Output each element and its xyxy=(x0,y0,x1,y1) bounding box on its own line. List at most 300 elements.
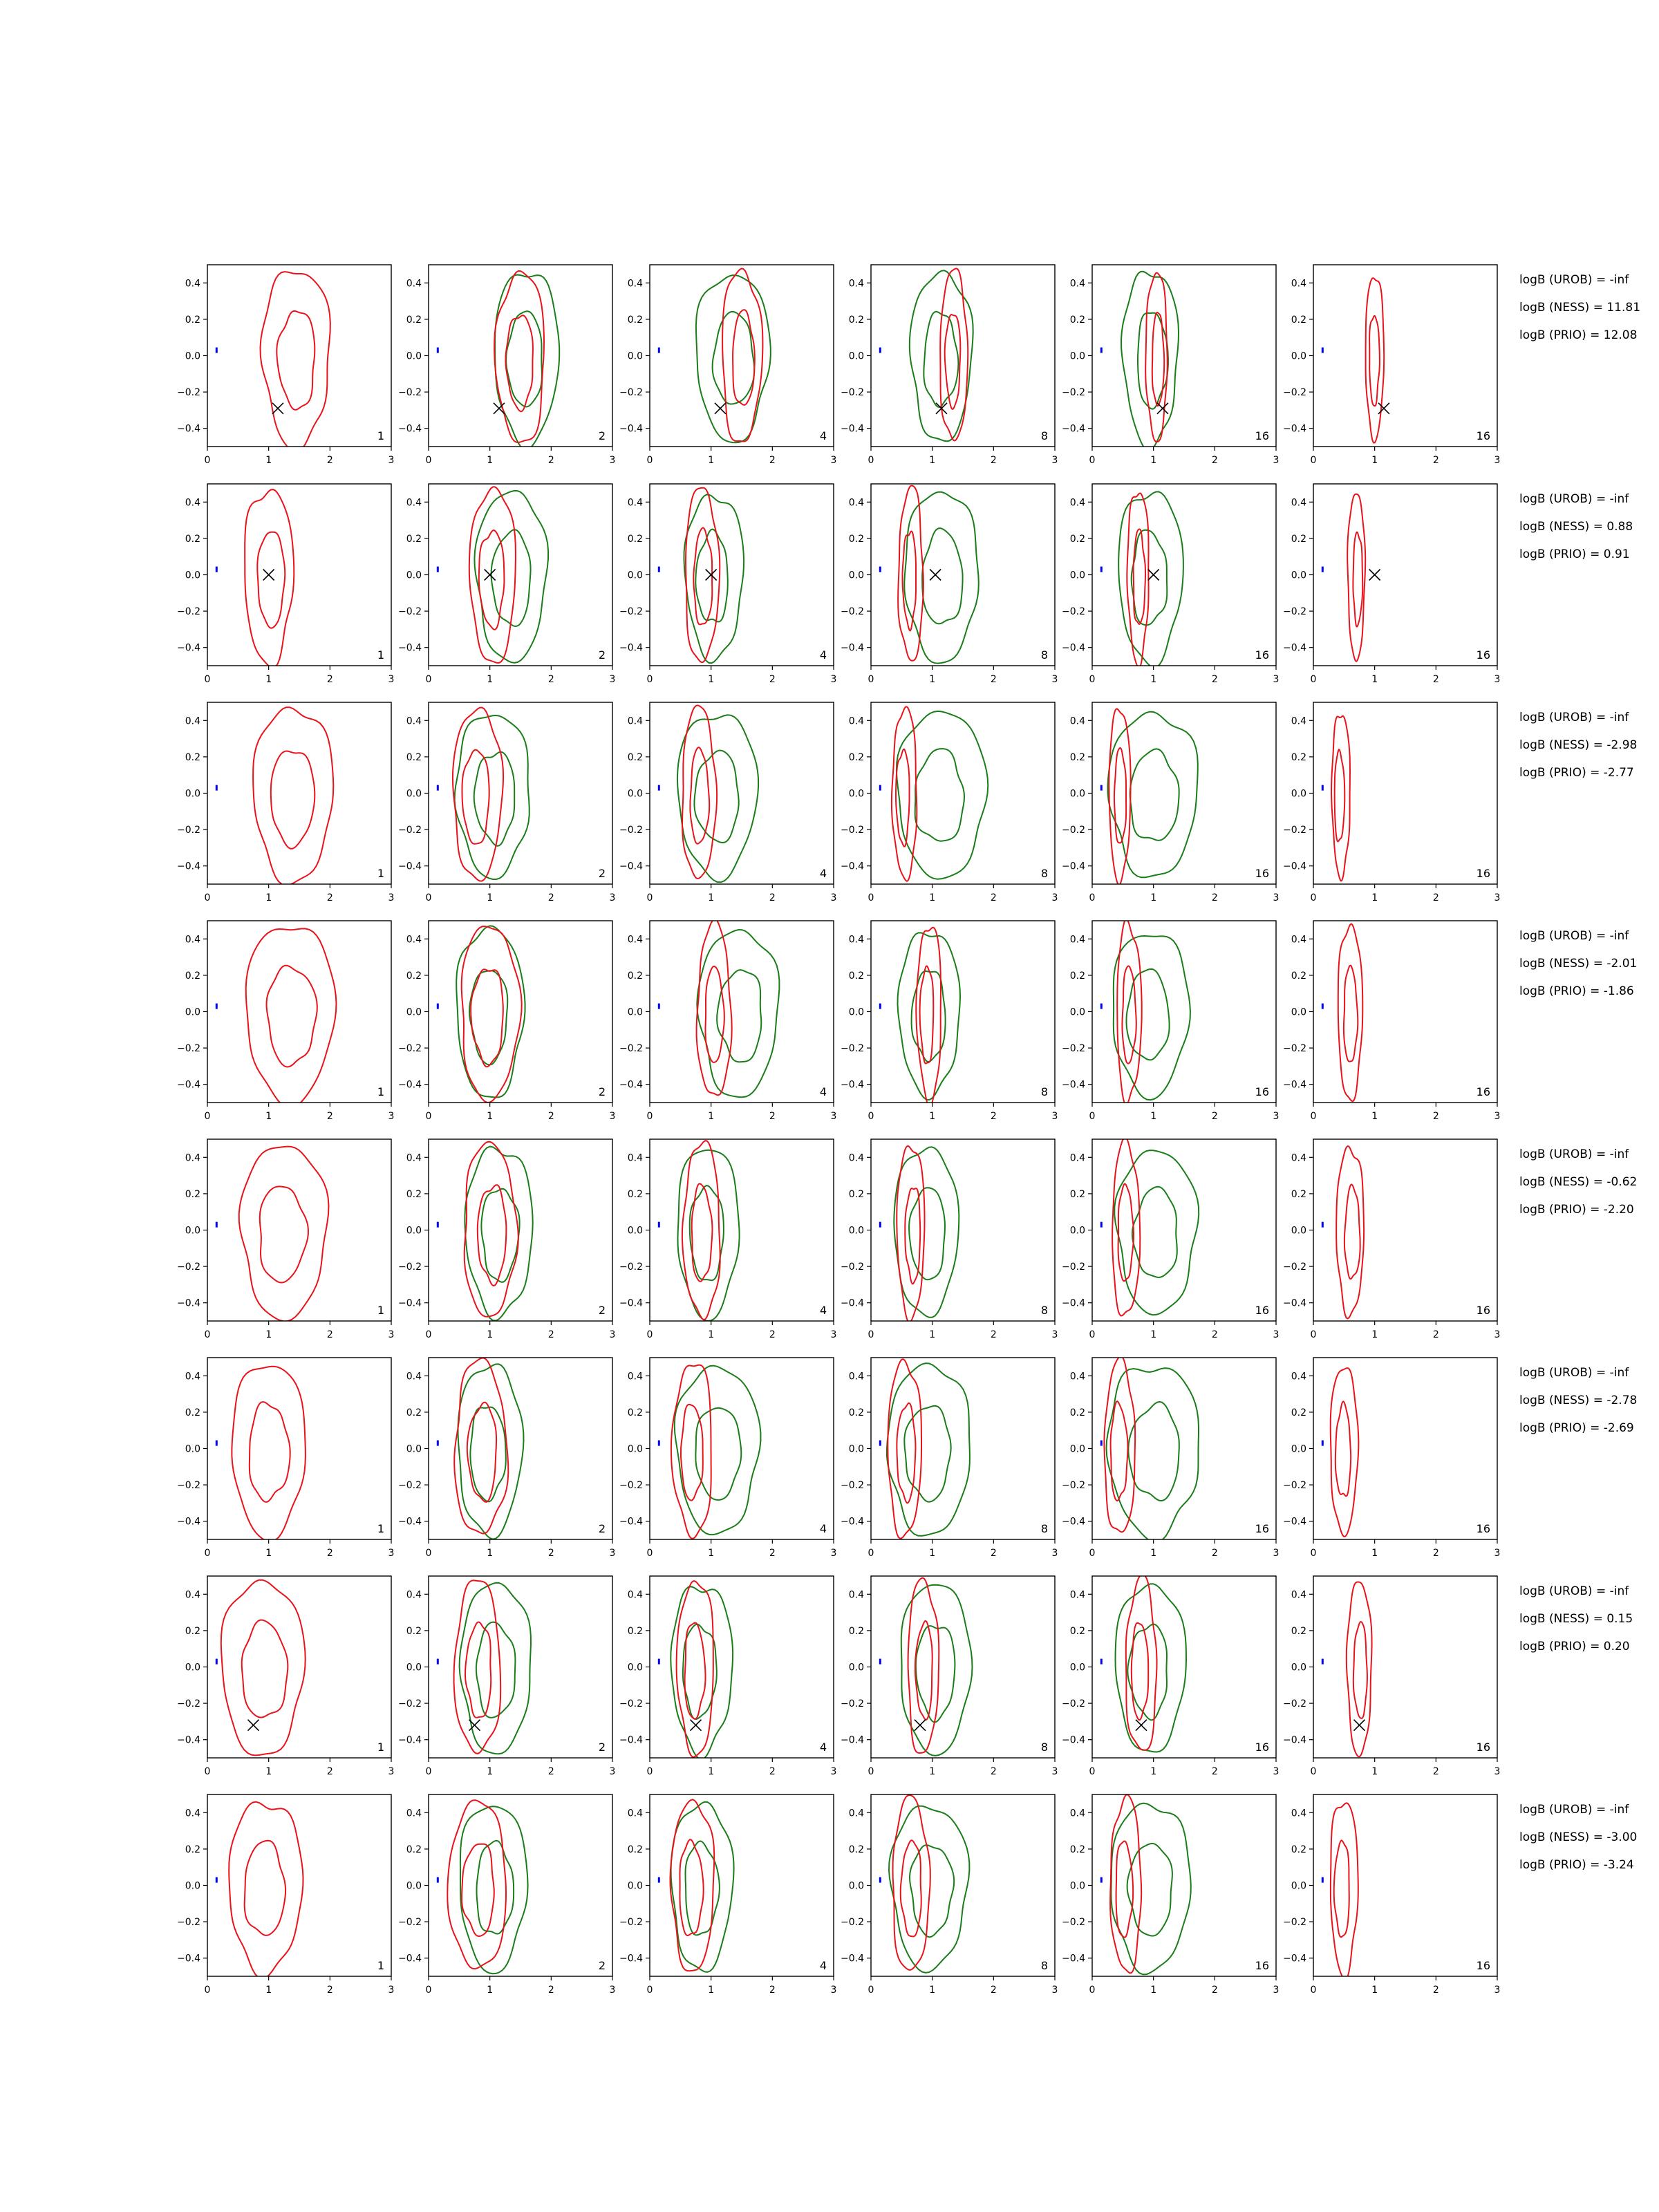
x-tick-label: 3 xyxy=(388,1111,395,1122)
panel-contours xyxy=(1101,272,1179,451)
y-tick-label: 0.4 xyxy=(627,934,643,946)
x-tick-label: 0 xyxy=(425,1329,432,1340)
y-tick-label: 0.2 xyxy=(185,751,200,763)
red-contour-inner xyxy=(271,751,315,849)
x-tick-label: 2 xyxy=(326,1985,333,1996)
panel-r0-c1 xyxy=(398,265,615,466)
x-tick-label: 2 xyxy=(1211,1766,1218,1777)
panel-frame xyxy=(429,1576,612,1758)
y-tick-label: 0.4 xyxy=(848,497,864,509)
y-tick-label: −0.2 xyxy=(1283,1480,1306,1492)
panel-corner-label: 16 xyxy=(1255,1522,1269,1535)
x-tick-label: 3 xyxy=(609,1329,616,1340)
green-contour-outer xyxy=(1114,936,1190,1100)
panel-r6-c4 xyxy=(1062,1575,1279,1777)
panel-frame xyxy=(1313,484,1497,666)
panel-contours xyxy=(659,1799,733,1972)
y-tick-label: 0.2 xyxy=(848,1844,864,1855)
panel-r4-c2 xyxy=(619,1139,836,1340)
panel-contours xyxy=(216,707,333,885)
y-tick-label: −0.4 xyxy=(1283,1297,1306,1309)
panel-frame xyxy=(1092,1576,1276,1758)
green-contour-outer xyxy=(897,711,988,879)
x-tick-label: 0 xyxy=(868,1985,874,1996)
y-tick-label: −0.4 xyxy=(1062,1516,1085,1528)
y-tick-label: 0.4 xyxy=(406,497,422,509)
panel-contours xyxy=(880,268,973,441)
x-tick-label: 1 xyxy=(265,455,272,466)
x-tick-label: 2 xyxy=(1211,1111,1218,1122)
x-tick-label: 1 xyxy=(1371,1329,1378,1340)
panel-contours xyxy=(438,1358,523,1539)
panel-frame xyxy=(1092,484,1276,666)
y-tick-label: 0.0 xyxy=(848,1006,864,1018)
panel-contours xyxy=(1101,1794,1191,1974)
y-tick-label: −0.4 xyxy=(841,642,864,654)
x-tick-label: 3 xyxy=(609,1111,616,1122)
panel-contours xyxy=(1322,278,1389,443)
x-tick-label: 1 xyxy=(1150,1766,1157,1777)
red-contour-outer xyxy=(1366,278,1385,443)
y-tick-label: 0.0 xyxy=(406,1443,422,1455)
y-tick-label: 0.0 xyxy=(1069,1006,1085,1018)
y-tick-label: 0.4 xyxy=(1291,1152,1306,1164)
y-tick-label: −0.2 xyxy=(841,1043,864,1055)
panel-contours xyxy=(216,928,336,1108)
red-contour-inner xyxy=(1116,1841,1134,1937)
x-tick-label: 3 xyxy=(830,1548,837,1559)
y-tick-label: −0.2 xyxy=(841,1917,864,1929)
x-tick-label: 2 xyxy=(547,1985,554,1996)
y-tick-label: −0.4 xyxy=(177,1516,200,1528)
y-tick-label: 0.2 xyxy=(1069,970,1085,982)
x-tick-label: 1 xyxy=(708,1111,715,1122)
panel-corner-label: 16 xyxy=(1255,1741,1269,1754)
red-contour-inner xyxy=(915,1621,932,1720)
x-tick-label: 3 xyxy=(609,674,616,685)
green-contour-inner xyxy=(1130,749,1179,840)
panel-r5-c2 xyxy=(619,1358,836,1559)
panel-frame xyxy=(650,265,834,447)
y-tick-label: 0.2 xyxy=(406,1844,422,1855)
y-tick-label: 0.4 xyxy=(185,1371,200,1382)
x-tick-label: 3 xyxy=(388,892,395,903)
y-tick-label: −0.2 xyxy=(841,1262,864,1273)
x-tick-label: 0 xyxy=(425,674,432,685)
panel-r2-c1 xyxy=(398,702,615,903)
y-tick-label: −0.2 xyxy=(841,606,864,618)
x-tick-label: 3 xyxy=(388,1548,395,1559)
red-contour-inner xyxy=(1335,749,1345,841)
y-tick-label: 0.0 xyxy=(185,570,200,581)
truth-marker xyxy=(715,403,726,414)
x-tick-label: 0 xyxy=(1310,1548,1317,1559)
x-tick-label: 1 xyxy=(929,1985,936,1996)
panel-frame xyxy=(650,921,834,1103)
y-tick-label: −0.4 xyxy=(177,1297,200,1309)
red-contour-outer xyxy=(253,707,333,885)
y-tick-label: 0.2 xyxy=(848,1625,864,1637)
y-tick-label: 0.4 xyxy=(1069,1589,1085,1601)
y-tick-label: −0.4 xyxy=(1062,1297,1085,1309)
red-contour-outer xyxy=(245,489,294,668)
panel-r2-c5 xyxy=(1283,702,1500,903)
panel-frame xyxy=(1092,1139,1276,1321)
x-tick-label: 2 xyxy=(990,1766,997,1777)
panel-contours xyxy=(438,708,529,881)
red-contour-inner xyxy=(897,1403,915,1503)
y-tick-label: 0.0 xyxy=(406,788,422,800)
panel-frame xyxy=(1313,1794,1497,1976)
y-tick-label: −0.4 xyxy=(398,1297,422,1309)
x-tick-label: 1 xyxy=(265,1329,272,1340)
panel-r6-c1 xyxy=(398,1576,615,1777)
y-tick-label: −0.2 xyxy=(177,1917,200,1929)
y-tick-label: 0.4 xyxy=(1069,497,1085,509)
x-tick-label: 2 xyxy=(326,455,333,466)
green-contour-outer xyxy=(898,932,961,1100)
logb-annotation: logB (NESS) = -2.78 xyxy=(1519,1394,1638,1407)
green-contour-inner xyxy=(1127,1844,1172,1936)
y-tick-label: 0.2 xyxy=(627,1625,643,1637)
x-tick-label: 1 xyxy=(487,1766,494,1777)
y-tick-label: −0.2 xyxy=(1283,825,1306,836)
red-contour-outer xyxy=(686,488,720,663)
panel-frame xyxy=(429,265,612,447)
red-contour-outer xyxy=(221,1580,306,1756)
red-contour-inner xyxy=(706,966,724,1062)
y-tick-label: 0.0 xyxy=(185,788,200,800)
red-contour-inner xyxy=(920,966,934,1064)
y-tick-label: 0.2 xyxy=(627,533,643,545)
x-tick-label: 2 xyxy=(547,892,554,903)
x-tick-label: 2 xyxy=(326,1548,333,1559)
panel-contours xyxy=(1322,716,1350,881)
truth-marker xyxy=(691,1720,702,1731)
red-contour-inner xyxy=(1344,1185,1360,1280)
y-tick-label: 0.0 xyxy=(848,788,864,800)
y-tick-label: 0.4 xyxy=(848,1589,864,1601)
panel-contours xyxy=(1322,1146,1364,1319)
y-tick-label: 0.4 xyxy=(1291,1589,1306,1601)
panel-r7-c5 xyxy=(1283,1794,1500,1996)
y-tick-label: −0.2 xyxy=(1062,1917,1085,1929)
y-tick-label: 0.0 xyxy=(406,350,422,362)
x-tick-label: 1 xyxy=(1150,674,1157,685)
panel-r2-c0 xyxy=(177,702,394,903)
y-tick-label: 0.2 xyxy=(185,1844,200,1855)
y-tick-label: 0.2 xyxy=(185,1188,200,1200)
panel-contours xyxy=(1101,491,1183,668)
red-contour-outer xyxy=(1117,919,1142,1105)
x-tick-label: 2 xyxy=(990,1548,997,1559)
x-tick-label: 1 xyxy=(929,1111,936,1122)
y-tick-label: 0.4 xyxy=(406,278,422,290)
panel-r3-c4 xyxy=(1062,919,1279,1122)
y-tick-label: −0.4 xyxy=(177,1953,200,1965)
red-contour-outer xyxy=(1347,1582,1372,1757)
panel-frame xyxy=(429,702,612,884)
x-tick-label: 0 xyxy=(868,892,874,903)
panel-corner-label: 2 xyxy=(598,1741,606,1754)
x-tick-label: 1 xyxy=(929,1329,936,1340)
y-tick-label: 0.2 xyxy=(1069,1844,1085,1855)
panel-corner-label: 4 xyxy=(819,648,827,662)
x-tick-label: 0 xyxy=(1310,455,1317,466)
y-tick-label: −0.2 xyxy=(177,387,200,399)
y-tick-label: 0.4 xyxy=(185,1152,200,1164)
panel-frame xyxy=(207,702,391,884)
panel-corner-label: 2 xyxy=(598,1304,606,1317)
truth-marker xyxy=(1354,1720,1365,1731)
x-tick-label: 0 xyxy=(204,1766,211,1777)
red-contour-inner xyxy=(471,969,503,1067)
x-tick-label: 2 xyxy=(326,1766,333,1777)
y-tick-label: −0.4 xyxy=(398,1079,422,1091)
x-tick-label: 0 xyxy=(204,455,211,466)
y-tick-label: −0.4 xyxy=(398,1734,422,1746)
panel-r0-c4 xyxy=(1062,265,1279,466)
red-contour-outer xyxy=(1331,1368,1359,1537)
y-tick-label: −0.2 xyxy=(1283,1262,1306,1273)
x-tick-label: 1 xyxy=(487,674,494,685)
x-tick-label: 2 xyxy=(990,1329,997,1340)
red-contour-outer xyxy=(682,705,717,879)
panel-contours xyxy=(659,268,771,442)
y-tick-label: 0.2 xyxy=(848,1407,864,1418)
logb-annotation: logB (PRIO) = -2.77 xyxy=(1519,766,1634,780)
green-contour-inner xyxy=(506,311,542,406)
y-tick-label: 0.2 xyxy=(1069,314,1085,326)
panel-frame xyxy=(207,1358,391,1539)
y-tick-label: 0.0 xyxy=(1291,1443,1306,1455)
red-contour-inner xyxy=(1132,1623,1148,1720)
x-tick-label: 3 xyxy=(1051,674,1058,685)
x-tick-label: 0 xyxy=(1089,1766,1096,1777)
panel-corner-label: 8 xyxy=(1040,867,1048,880)
y-tick-label: 0.0 xyxy=(1291,788,1306,800)
panel-contours xyxy=(1322,494,1380,662)
red-contour-inner xyxy=(1334,1841,1349,1938)
red-contour-inner xyxy=(1353,1622,1367,1718)
y-tick-label: 0.2 xyxy=(1291,1188,1306,1200)
truth-marker xyxy=(1378,403,1389,414)
logb-annotation: logB (PRIO) = 0.91 xyxy=(1519,547,1630,561)
logb-annotation: logB (UROB) = -inf xyxy=(1519,492,1629,506)
x-tick-label: 1 xyxy=(929,1766,936,1777)
x-tick-label: 2 xyxy=(1211,892,1218,903)
logb-annotation: logB (UROB) = -inf xyxy=(1519,929,1629,943)
panel-r4-c3 xyxy=(841,1139,1058,1340)
y-tick-label: −0.4 xyxy=(841,1953,864,1965)
y-tick-label: −0.2 xyxy=(1283,606,1306,618)
panel-contours xyxy=(880,1578,972,1756)
panel-frame xyxy=(1313,1576,1497,1758)
y-tick-label: 0.2 xyxy=(1291,1844,1306,1855)
x-tick-label: 1 xyxy=(708,1329,715,1340)
red-contour-outer xyxy=(893,1795,930,1970)
x-tick-label: 3 xyxy=(388,1329,395,1340)
panel-contours xyxy=(659,1141,739,1321)
x-tick-label: 0 xyxy=(868,455,874,466)
x-tick-label: 1 xyxy=(708,1766,715,1777)
y-tick-label: −0.2 xyxy=(398,1698,422,1710)
x-tick-label: 2 xyxy=(326,892,333,903)
y-tick-label: −0.2 xyxy=(398,606,422,618)
panel-frame xyxy=(1092,702,1276,884)
green-contour-inner xyxy=(916,1626,955,1722)
logb-annotation: logB (NESS) = 11.81 xyxy=(1519,301,1641,315)
y-tick-label: −0.4 xyxy=(619,1953,643,1965)
x-tick-label: 3 xyxy=(1494,455,1501,466)
panel-corner-label: 2 xyxy=(598,648,606,662)
x-tick-label: 1 xyxy=(1150,455,1157,466)
logb-annotation: logB (NESS) = -2.98 xyxy=(1519,738,1638,752)
y-tick-label: 0.2 xyxy=(627,1188,643,1200)
y-tick-label: 0.4 xyxy=(627,1808,643,1819)
x-tick-label: 3 xyxy=(830,1766,837,1777)
y-tick-label: 0.0 xyxy=(627,788,643,800)
x-tick-label: 2 xyxy=(1432,674,1439,685)
y-tick-label: 0.0 xyxy=(1069,788,1085,800)
y-tick-label: 0.0 xyxy=(1069,1225,1085,1237)
x-tick-label: 3 xyxy=(388,674,395,685)
x-tick-label: 3 xyxy=(1494,1548,1501,1559)
x-tick-label: 3 xyxy=(1273,674,1280,685)
panel-contours xyxy=(1322,1582,1371,1757)
y-tick-label: 0.4 xyxy=(185,497,200,509)
panel-frame xyxy=(207,1794,391,1976)
y-tick-label: −0.2 xyxy=(1283,1698,1306,1710)
x-tick-label: 2 xyxy=(1211,455,1218,466)
red-contour-outer xyxy=(239,1147,329,1322)
red-contour-inner xyxy=(505,315,533,411)
logb-annotation: logB (PRIO) = -2.20 xyxy=(1519,1203,1634,1217)
y-tick-label: 0.2 xyxy=(406,314,422,326)
x-tick-label: 3 xyxy=(830,455,837,466)
logb-annotation: logB (NESS) = -2.01 xyxy=(1519,957,1638,971)
x-tick-label: 0 xyxy=(425,1985,432,1996)
panel-corner-label: 8 xyxy=(1040,1522,1048,1535)
red-contour-inner xyxy=(462,1844,494,1936)
y-tick-label: 0.2 xyxy=(1291,1407,1306,1418)
x-tick-label: 1 xyxy=(1150,1548,1157,1559)
x-tick-label: 2 xyxy=(1432,1548,1439,1559)
x-tick-label: 0 xyxy=(646,1766,653,1777)
y-tick-label: −0.4 xyxy=(841,1079,864,1091)
red-contour-inner xyxy=(462,750,489,844)
panel-contours xyxy=(1322,1803,1358,1980)
x-tick-label: 0 xyxy=(204,1111,211,1122)
y-tick-label: −0.4 xyxy=(619,861,643,872)
panel-r2-c4 xyxy=(1062,702,1279,903)
x-tick-label: 2 xyxy=(1211,1329,1218,1340)
y-tick-label: −0.4 xyxy=(1283,1079,1306,1091)
y-tick-label: 0.2 xyxy=(406,533,422,545)
y-tick-label: −0.2 xyxy=(619,1043,643,1055)
y-tick-label: −0.2 xyxy=(619,1262,643,1273)
y-tick-label: 0.4 xyxy=(406,934,422,946)
y-tick-label: 0.4 xyxy=(627,1589,643,1601)
red-contour-outer xyxy=(908,1578,939,1753)
y-tick-label: 0.0 xyxy=(185,1662,200,1674)
panel-r1-c2 xyxy=(619,484,836,685)
y-tick-label: −0.4 xyxy=(1283,861,1306,872)
y-tick-label: 0.4 xyxy=(1291,278,1306,290)
panel-contours xyxy=(438,1580,531,1754)
x-tick-label: 0 xyxy=(1089,1329,1096,1340)
x-tick-label: 2 xyxy=(769,1548,776,1559)
x-tick-label: 3 xyxy=(1273,1548,1280,1559)
truth-marker xyxy=(706,570,717,581)
y-tick-label: −0.4 xyxy=(619,1079,643,1091)
y-tick-label: −0.4 xyxy=(841,1734,864,1746)
x-tick-label: 3 xyxy=(830,892,837,903)
y-tick-label: −0.2 xyxy=(1062,1698,1085,1710)
logb-annotation: logB (PRIO) = -2.69 xyxy=(1519,1421,1634,1435)
green-contour-outer xyxy=(1114,1150,1199,1315)
y-tick-label: 0.4 xyxy=(627,715,643,727)
truth-marker xyxy=(1157,403,1168,414)
y-tick-label: 0.2 xyxy=(627,1407,643,1418)
y-tick-label: 0.0 xyxy=(1291,1006,1306,1018)
x-tick-label: 1 xyxy=(1150,1985,1157,1996)
red-contour-outer xyxy=(454,1358,508,1533)
y-tick-label: −0.2 xyxy=(1283,387,1306,399)
logb-annotation: logB (PRIO) = 0.20 xyxy=(1519,1640,1630,1653)
x-tick-label: 1 xyxy=(1150,1329,1157,1340)
panel-corner-label: 16 xyxy=(1476,429,1490,442)
y-tick-label: 0.0 xyxy=(406,1006,422,1018)
panel-r7-c0 xyxy=(177,1794,394,1996)
panel-corner-label: 2 xyxy=(598,429,606,442)
y-tick-label: 0.4 xyxy=(185,1808,200,1819)
y-tick-label: 0.2 xyxy=(406,970,422,982)
x-tick-label: 0 xyxy=(1089,1985,1096,1996)
y-tick-label: 0.4 xyxy=(627,497,643,509)
y-tick-label: −0.4 xyxy=(177,1079,200,1091)
y-tick-label: −0.4 xyxy=(398,1516,422,1528)
green-contour-inner xyxy=(1128,1402,1179,1501)
x-tick-label: 0 xyxy=(204,1548,211,1559)
red-contour-inner xyxy=(1344,966,1358,1062)
y-tick-label: 0.2 xyxy=(185,533,200,545)
y-tick-label: 0.2 xyxy=(1069,533,1085,545)
x-tick-label: 2 xyxy=(1211,1548,1218,1559)
y-tick-label: −0.2 xyxy=(398,1043,422,1055)
x-tick-label: 3 xyxy=(1051,1548,1058,1559)
y-tick-label: 0.4 xyxy=(627,1371,643,1382)
x-tick-label: 0 xyxy=(1310,1766,1317,1777)
x-tick-label: 2 xyxy=(1432,1985,1439,1996)
x-tick-label: 0 xyxy=(1089,892,1096,903)
red-contour-outer xyxy=(453,708,503,881)
y-tick-label: 0.0 xyxy=(627,1006,643,1018)
panel-frame xyxy=(871,1358,1055,1539)
red-contour-outer xyxy=(232,1367,306,1541)
red-contour-outer xyxy=(697,919,732,1095)
green-contour-inner xyxy=(922,528,963,624)
x-tick-label: 3 xyxy=(1051,1766,1058,1777)
y-tick-label: −0.4 xyxy=(1283,1953,1306,1965)
y-tick-label: 0.2 xyxy=(1291,970,1306,982)
panel-r1-c5 xyxy=(1283,484,1500,685)
y-tick-label: 0.0 xyxy=(848,570,864,581)
y-tick-label: 0.4 xyxy=(848,1152,864,1164)
y-tick-label: 0.2 xyxy=(185,1407,200,1418)
y-tick-label: 0.0 xyxy=(185,350,200,362)
y-tick-label: 0.2 xyxy=(185,1625,200,1637)
